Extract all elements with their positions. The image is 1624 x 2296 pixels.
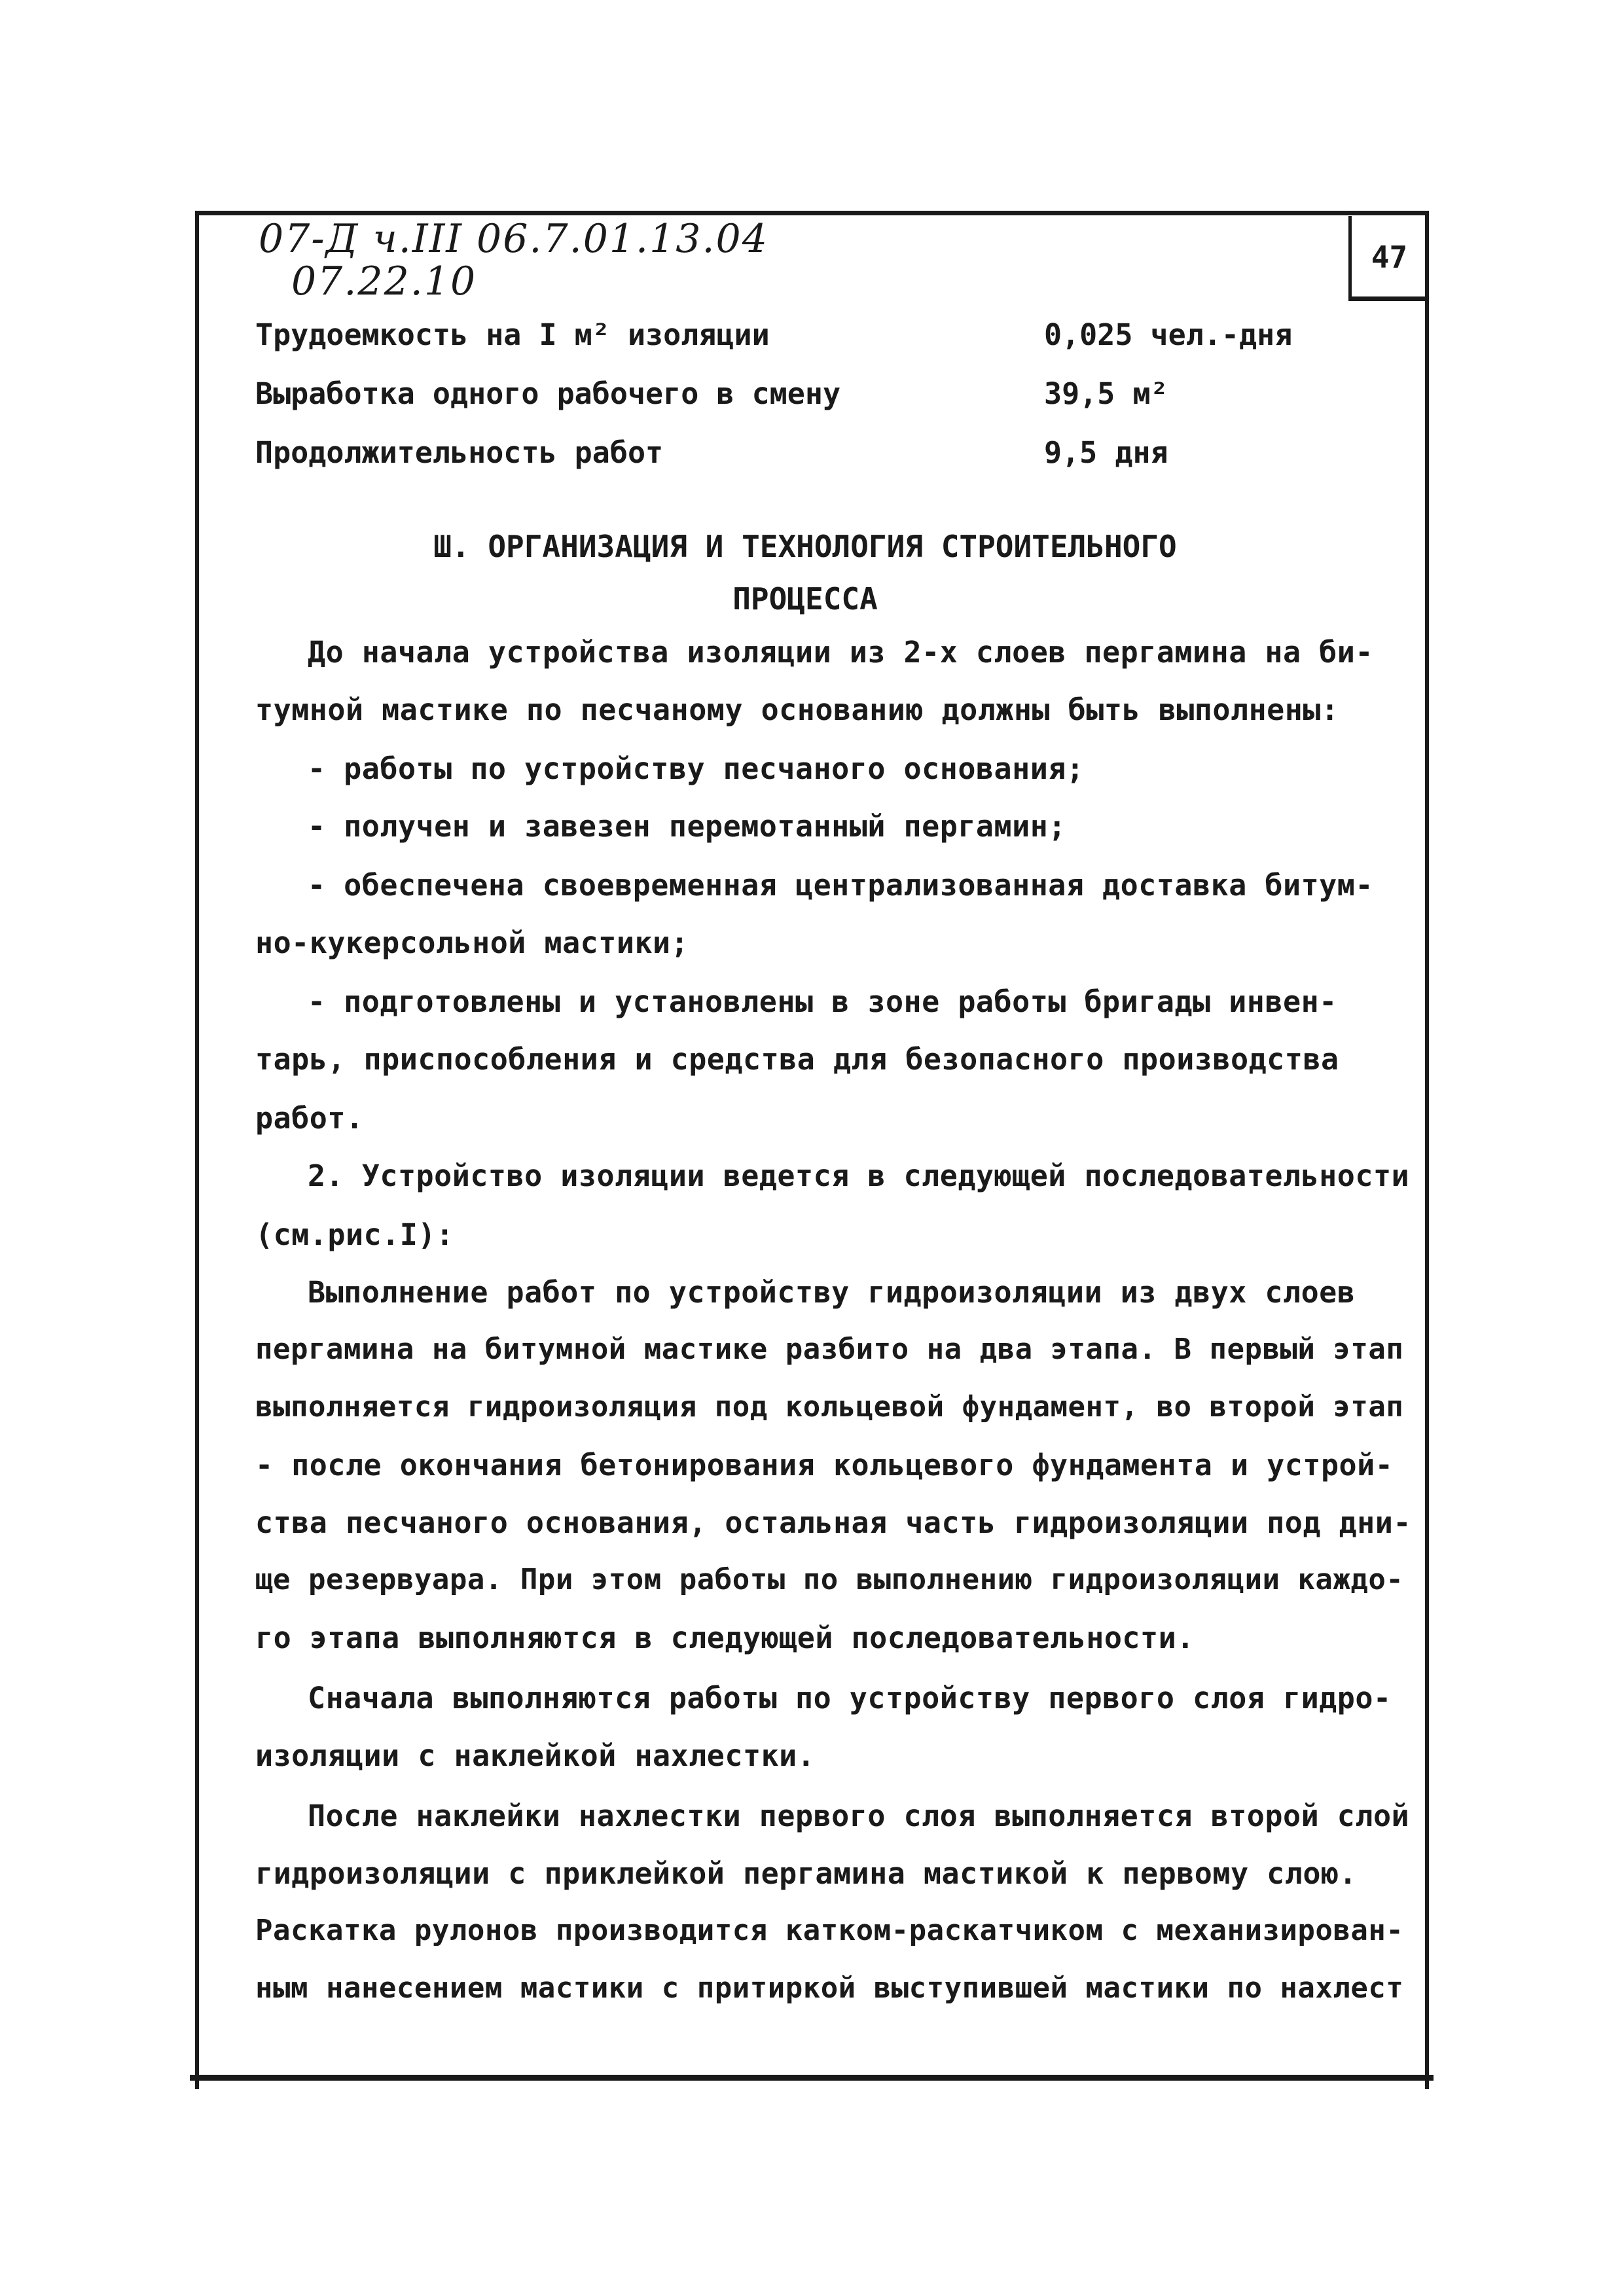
body-line: - получен и завезен перемотанный пергамин; (308, 809, 1066, 844)
document-code-secondary: 07.22.10 (291, 259, 477, 304)
body-line: го этапа выполняются в следующей последовательности. (255, 1621, 1195, 1655)
body-line: - обеспечена своевременная централизованная доставка битум- (308, 868, 1373, 903)
body-line: ным нанесением мастики с притиркой выступившей мастики по нахлест (255, 1971, 1404, 2005)
body-line: - после окончания бетонирования кольцевого фундамента и устрой- (255, 1448, 1394, 1482)
document-code: 07-Д ч.III 06.7.01.13.04 (259, 216, 768, 262)
body-line: изоляции с наклейкой нахлестки. (255, 1738, 816, 1773)
body-line: - работы по устройству песчаного основания; (308, 751, 1085, 786)
body-line: 2. Устройство изоляции ведется в следующей последовательности (308, 1158, 1410, 1193)
body-line: гидроизоляции с приклейкой пергамина мастикой к первому слою. (255, 1856, 1358, 1891)
body-line: но-кукерсольной мастики; (255, 925, 689, 960)
indicator-value: 0,025 чел.-дня (1044, 317, 1293, 352)
body-line: ще резервуара. При этом работы по выполнению гидроизоляции каждо- (255, 1563, 1404, 1596)
body-line: тумной мастике по песчаному основанию должны быть выполнены: (255, 692, 1339, 727)
body-line: тарь, приспособления и средства для безопасного производства (255, 1042, 1339, 1077)
body-line: Раскатка рулонов производится катком-раскатчиком с механизирован- (255, 1914, 1404, 1947)
indicator-label: Трудоемкость на I м² изоляции (255, 317, 770, 352)
indicator-row (255, 376, 1316, 416)
page-number: 47 (1348, 216, 1427, 301)
body-line: выполняется гидроизоляция под кольцевой фундамент, во второй этап (255, 1390, 1404, 1424)
indicator-row (255, 435, 1316, 475)
section-heading: Ш. ОРГАНИЗАЦИЯ И ТЕХНОЛОГИЯ СТРОИТЕЛЬНОГО (433, 529, 1177, 564)
body-line: До начала устройства изоляции из 2-х слоев пергамина на би- (308, 635, 1373, 670)
indicator-value: 9,5 дня (1044, 435, 1168, 470)
indicator-label: Продолжительность работ (255, 435, 664, 470)
indicator-row (255, 317, 1316, 357)
section-heading-continuation: ПРОЦЕССА (732, 581, 878, 617)
body-line: После наклейки нахлестки первого слоя выполняется второй слой (308, 1799, 1410, 1833)
indicator-label: Выработка одного рабочего в смену (255, 376, 841, 411)
body-line: Выполнение работ по устройству гидроизоляции из двух слоев (308, 1275, 1356, 1310)
body-line: ства песчаного основания, остальная часть гидроизоляции под дни- (255, 1505, 1411, 1540)
body-line: Сначала выполняются работы по устройству первого слоя гидро- (308, 1681, 1392, 1715)
bottom-rule (190, 2075, 1434, 2081)
body-line: работ. (255, 1101, 364, 1136)
body-line: (см.рис.I): (255, 1217, 454, 1252)
body-line: - подготовлены и установлены в зоне работы бригады инвен- (308, 984, 1337, 1019)
body-line: пергамина на битумной мастике разбито на два этапа. В первый этап (255, 1333, 1404, 1366)
indicator-value: 39,5 м² (1044, 376, 1168, 411)
